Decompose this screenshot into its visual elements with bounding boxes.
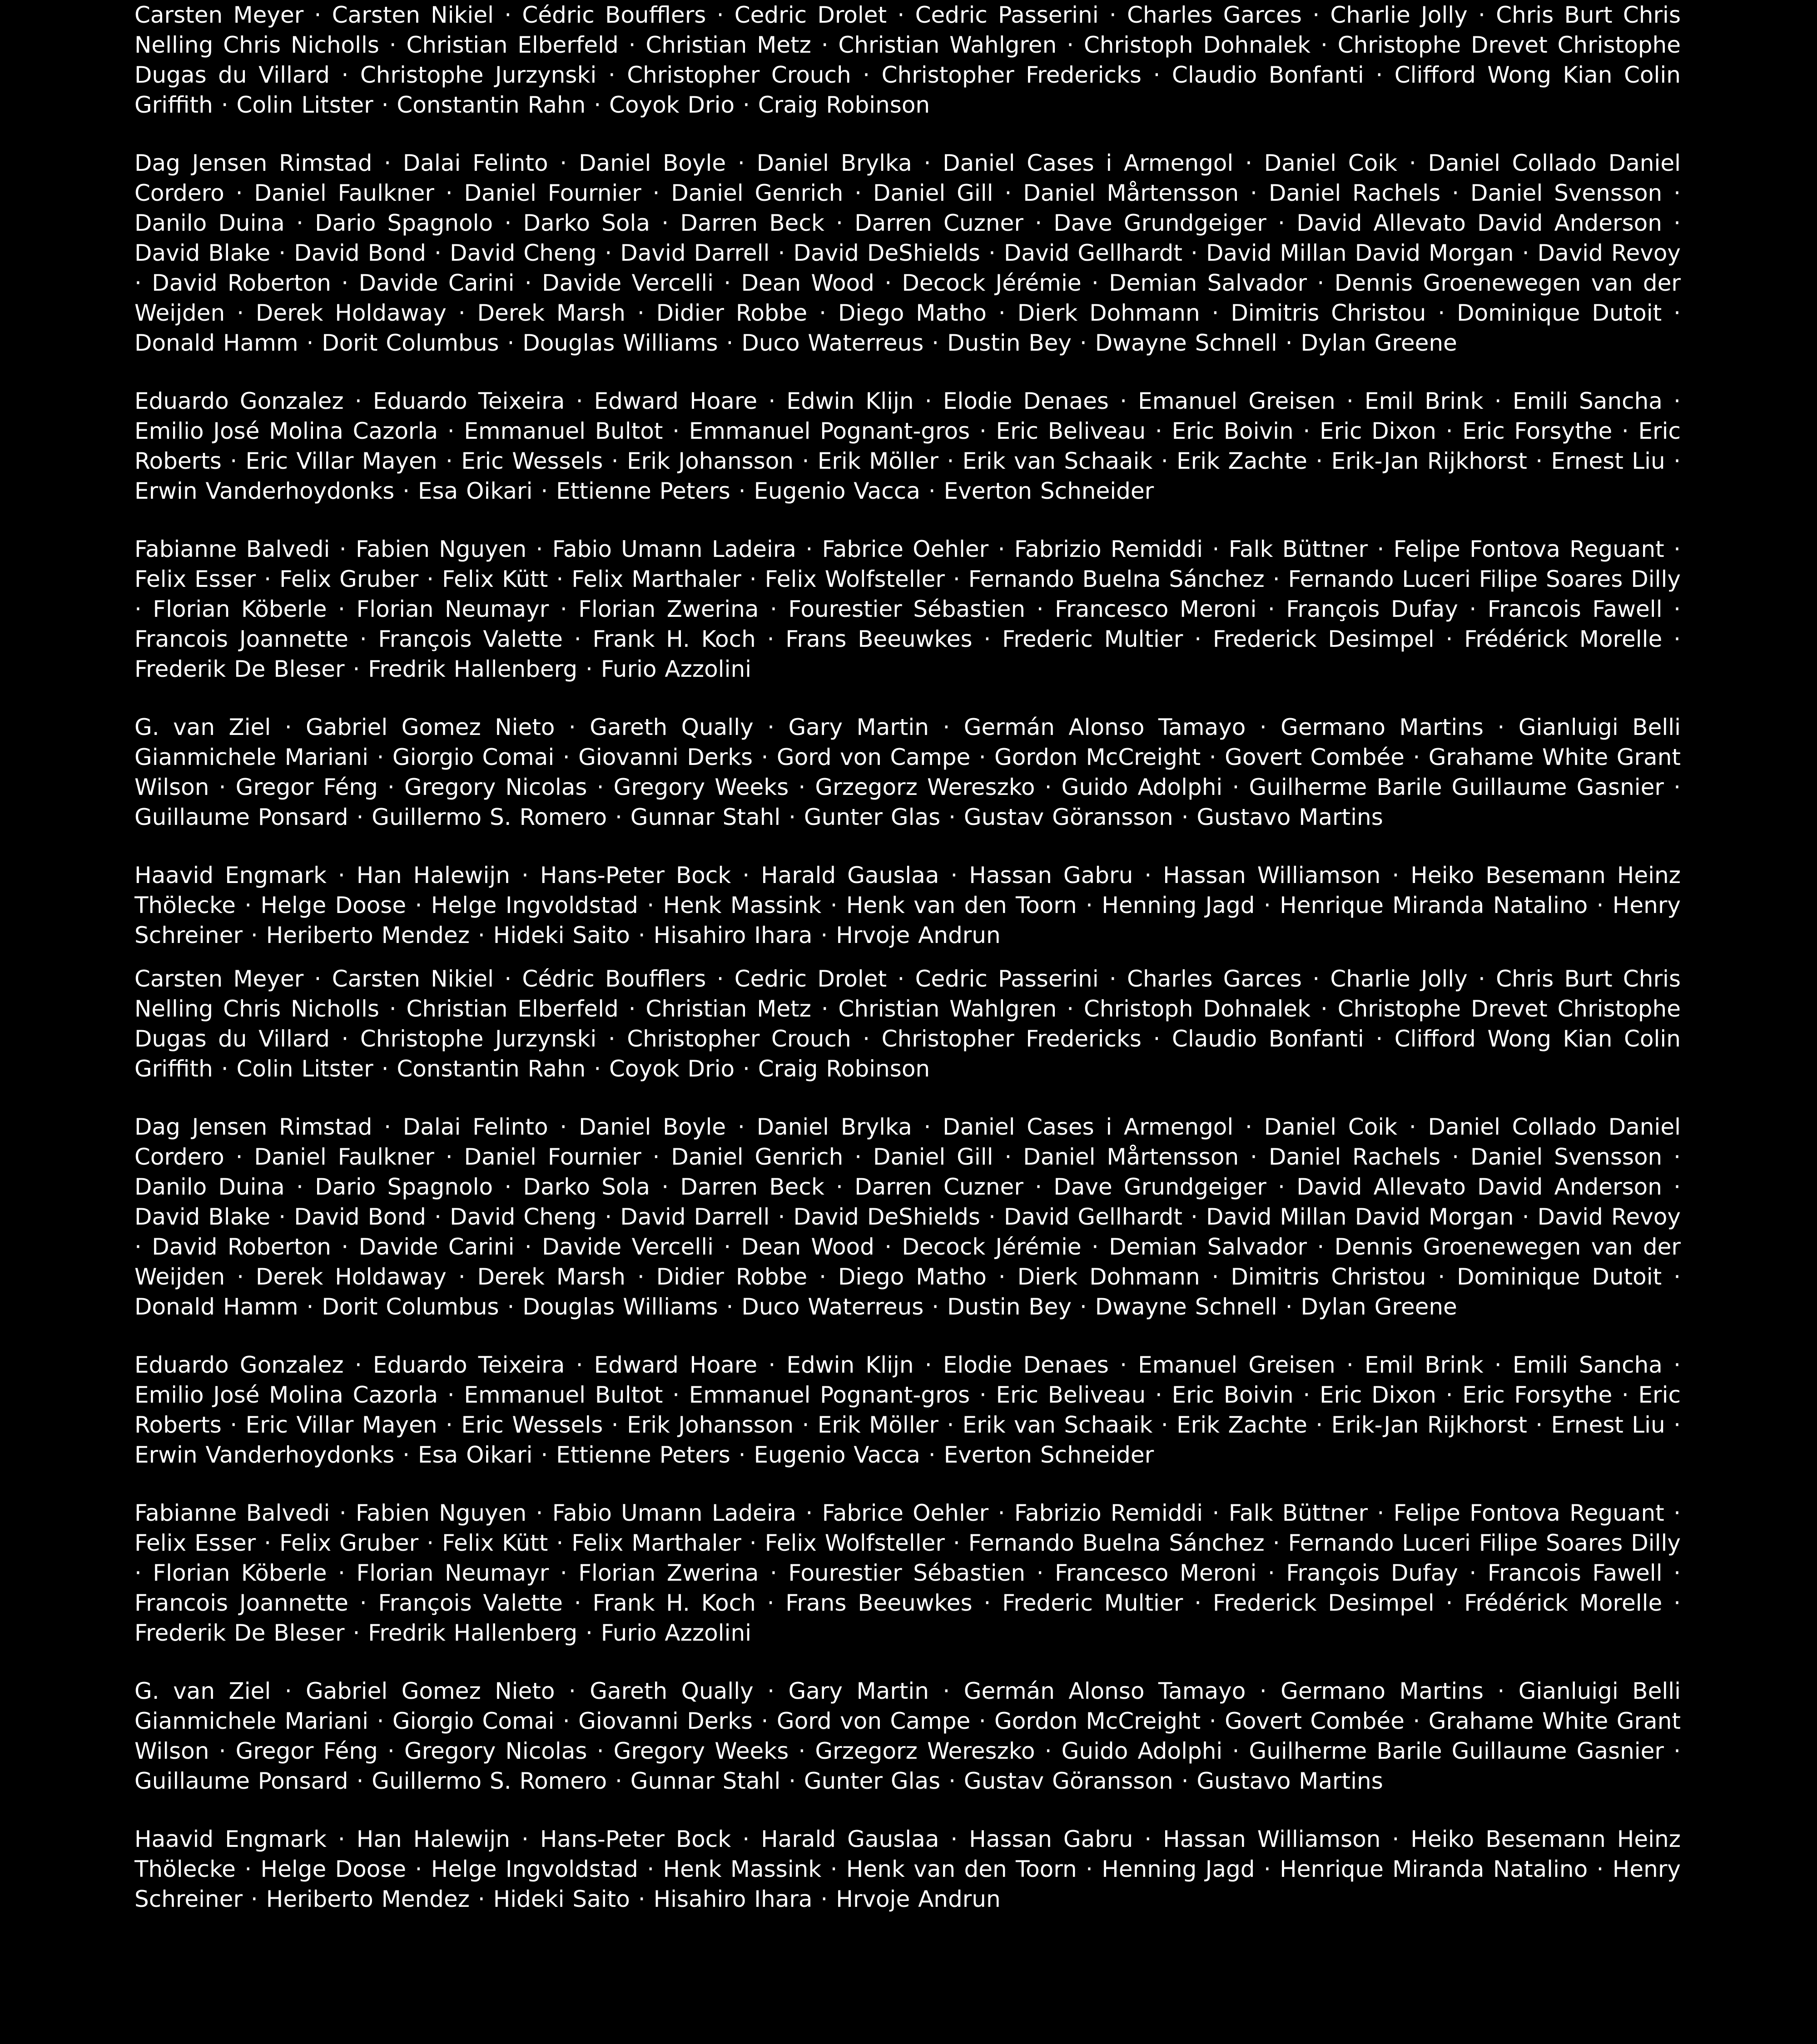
credits-group-h: Haavid Engmark · Han Halewijn · Hans-Peter Bock · Harald Gauslaa · Hassan Gabru · Hassan Williamson · Heiko Besemann Heinz Thölecke · Helge Doose · Helge Ingvoldstad · Henk Massink · Henk van den Toorn · Henning Jagd · Henrique Miranda Natalino · Henry Schreiner · Heriberto Mendez · Hideki Saito · Hisahiro Ihara · Hrvoje Andrun — [134, 862, 1681, 948]
credits-group-d: Dag Jensen Rimstad · Dalai Felinto · Daniel Boyle · Daniel Brylka · Daniel Cases i Armengol · Daniel Coik · Daniel Collado Daniel Cordero · Daniel Faulkner · Daniel Fournier · Daniel Genrich · Daniel Gill · Daniel Mårtensson · Daniel Rachels · Daniel Svensson · Danilo Duina · Dario Spagnolo · Darko Sola · Darren Beck · Darren Cuzner · Dave Grundgeiger · David Allevato David Anderson · David Blake · David Bond · David Cheng · David Darrell · David DeShields · David Gellhardt · David Millan David Morgan · David Revoy · David Roberton · Davide Carini · Davide Vercelli · Dean Wood · Decock Jérémie · Demian Salvador · Dennis Groenewegen van der Weijden · Derek Holdaway · Derek Marsh · Didier Robbe · Diego Matho · Dierk Dohmann · Dimitris Christou · Dominique Dutoit · Donald Hamm · Dorit Columbus · Douglas Williams · Duco Waterreus · Dustin Bey · Dwayne Schnell · Dylan Greene — [134, 150, 1681, 356]
credits-group-h-repeat: Haavid Engmark · Han Halewijn · Hans-Peter Bock · Harald Gauslaa · Hassan Gabru · Hassan Williamson · Heiko Besemann Heinz Thölecke · Helge Doose · Helge Ingvoldstad · Henk Massink · Henk van den Toorn · Henning Jagd · Henrique Miranda Natalino · Henry Schreiner · Heriberto Mendez · Hideki Saito · Hisahiro Ihara · Hrvoje Andrun — [134, 1826, 1681, 1912]
credits-group-g-repeat: G. van Ziel · Gabriel Gomez Nieto · Gareth Qually · Gary Martin · Germán Alonso Tamayo · Germano Martins · Gianluigi Belli Gianmichele Mariani · Giorgio Comai · Giovanni Derks · Gord von Campe · Gordon McCreight · Govert Combée · Grahame White Grant Wilson · Gregor Féng · Gregory Nicolas · Gregory Weeks · Grzegorz Wereszko · Guido Adolphi · Guilherme Barile Guillaume Gasnier · Guillaume Ponsard · Guillermo S. Romero · Gunnar Stahl · Gunter Glas · Gustav Göransson · Gustavo Martins — [134, 1678, 1681, 1794]
credits-group-f: Fabianne Balvedi · Fabien Nguyen · Fabio Umann Ladeira · Fabrice Oehler · Fabrizio Remiddi · Falk Büttner · Felipe Fontova Reguant · Felix Esser · Felix Gruber · Felix Kütt · Felix Marthaler · Felix Wolfsteller · Fernando Buelna Sánchez · Fernando Luceri Filipe Soares Dilly · Florian Köberle · Florian Neumayr · Florian Zwerina · Fourestier Sébastien · Francesco Meroni · François Dufay · Francois Fawell · Francois Joannette · François Valette · Frank H. Koch · Frans Beeuwkes · Frederic Multier · Frederick Desimpel · Frédérick Morelle · Frederik De Bleser · Fredrik Hallenberg · Furio Azzolini — [134, 536, 1681, 682]
credits-group-e: Eduardo Gonzalez · Eduardo Teixeira · Edward Hoare · Edwin Klijn · Elodie Denaes · Emanuel Greisen · Emil Brink · Emili Sancha · Emilio José Molina Cazorla · Emmanuel Bultot · Emmanuel Pognant-gros · Eric Beliveau · Eric Boivin · Eric Dixon · Eric Forsythe · Eric Roberts · Eric Villar Mayen · Eric Wessels · Erik Johansson · Erik Möller · Erik van Schaaik · Erik Zachte · Erik-Jan Rijkhorst · Ernest Liu · Erwin Vanderhoydonks · Esa Oikari · Ettienne Peters · Eugenio Vacca · Everton Schneider — [134, 388, 1681, 504]
credits-group-d-repeat: Dag Jensen Rimstad · Dalai Felinto · Daniel Boyle · Daniel Brylka · Daniel Cases i Armengol · Daniel Coik · Daniel Collado Daniel Cordero · Daniel Faulkner · Daniel Fournier · Daniel Genrich · Daniel Gill · Daniel Mårtensson · Daniel Rachels · Daniel Svensson · Danilo Duina · Dario Spagnolo · Darko Sola · Darren Beck · Darren Cuzner · Dave Grundgeiger · David Allevato David Anderson · David Blake · David Bond · David Cheng · David Darrell · David DeShields · David Gellhardt · David Millan David Morgan · David Revoy · David Roberton · Davide Carini · Davide Vercelli · Dean Wood · Decock Jérémie · Demian Salvador · Dennis Groenewegen van der Weijden · Derek Holdaway · Derek Marsh · Didier Robbe · Diego Matho · Dierk Dohmann · Dimitris Christou · Dominique Dutoit · Donald Hamm · Dorit Columbus · Douglas Williams · Duco Waterreus · Dustin Bey · Dwayne Schnell · Dylan Greene — [134, 1114, 1681, 1320]
credits-block-2 — [134, 964, 1681, 1914]
credits-group-e-repeat: Eduardo Gonzalez · Eduardo Teixeira · Edward Hoare · Edwin Klijn · Elodie Denaes · Emanuel Greisen · Emil Brink · Emili Sancha · Emilio José Molina Cazorla · Emmanuel Bultot · Emmanuel Pognant-gros · Eric Beliveau · Eric Boivin · Eric Dixon · Eric Forsythe · Eric Roberts · Eric Villar Mayen · Eric Wessels · Erik Johansson · Erik Möller · Erik van Schaaik · Erik Zachte · Erik-Jan Rijkhorst · Ernest Liu · Erwin Vanderhoydonks · Esa Oikari · Ettienne Peters · Eugenio Vacca · Everton Schneider — [134, 1352, 1681, 1468]
credits-block-1 — [134, 0, 1681, 950]
credits-group-c-repeat: Carsten Meyer · Carsten Nikiel · Cédric Boufflers · Cedric Drolet · Cedric Passerini · Charles Garces · Charlie Jolly · Chris Burt Chris Nelling Chris Nicholls · Christian Elberfeld · Christian Metz · Christian Wahlgren · Christoph Dohnalek · Christophe Drevet Christophe Dugas du Villard · Christophe Jurzynski · Christopher Crouch · Christopher Fredericks · Claudio Bonfanti · Clifford Wong Kian Colin Griffith · Colin Litster · Constantin Rahn · Coyok Drio · Craig Robinson — [134, 966, 1681, 1082]
credits-group-g: G. van Ziel · Gabriel Gomez Nieto · Gareth Qually · Gary Martin · Germán Alonso Tamayo · Germano Martins · Gianluigi Belli Gianmichele Mariani · Giorgio Comai · Giovanni Derks · Gord von Campe · Gordon McCreight · Govert Combée · Grahame White Grant Wilson · Gregor Féng · Gregory Nicolas · Gregory Weeks · Grzegorz Wereszko · Guido Adolphi · Guilherme Barile Guillaume Gasnier · Guillaume Ponsard · Guillermo S. Romero · Gunnar Stahl · Gunter Glas · Gustav Göransson · Gustavo Martins — [134, 714, 1681, 830]
credits-scroll[interactable] — [134, 0, 1681, 2044]
credits-group-f-repeat: Fabianne Balvedi · Fabien Nguyen · Fabio Umann Ladeira · Fabrice Oehler · Fabrizio Remiddi · Falk Büttner · Felipe Fontova Reguant · Felix Esser · Felix Gruber · Felix Kütt · Felix Marthaler · Felix Wolfsteller · Fernando Buelna Sánchez · Fernando Luceri Filipe Soares Dilly · Florian Köberle · Florian Neumayr · Florian Zwerina · Fourestier Sébastien · Francesco Meroni · François Dufay · Francois Fawell · Francois Joannette · François Valette · Frank H. Koch · Frans Beeuwkes · Frederic Multier · Frederick Desimpel · Frédérick Morelle · Frederik De Bleser · Fredrik Hallenberg · Furio Azzolini — [134, 1500, 1681, 1646]
credits-group-c: Carsten Meyer · Carsten Nikiel · Cédric Boufflers · Cedric Drolet · Cedric Passerini · Charles Garces · Charlie Jolly · Chris Burt Chris Nelling Chris Nicholls · Christian Elberfeld · Christian Metz · Christian Wahlgren · Christoph Dohnalek · Christophe Drevet Christophe Dugas du Villard · Christophe Jurzynski · Christopher Crouch · Christopher Fredericks · Claudio Bonfanti · Clifford Wong Kian Colin Griffith · Colin Litster · Constantin Rahn · Coyok Drio · Craig Robinson — [134, 2, 1681, 118]
